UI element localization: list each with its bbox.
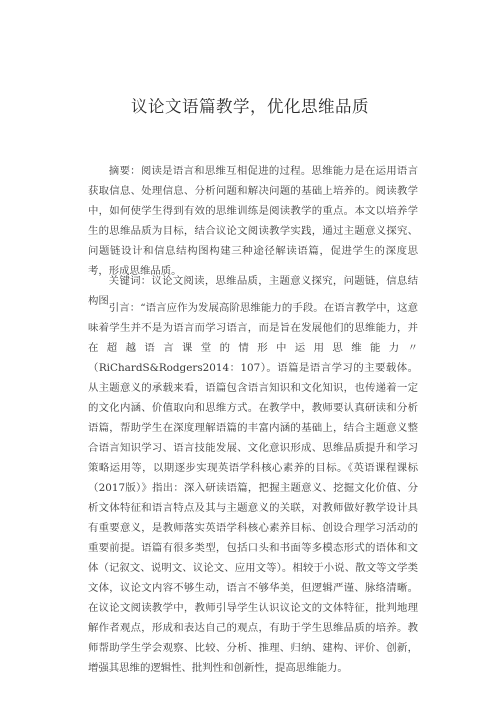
- keywords-paragraph: [88, 271, 418, 307]
- abstract-paragraph: [88, 161, 418, 277]
- keywords-text: 议论文阅读，思维品质，主题意义探究，问题链，信息结构图: [88, 275, 418, 307]
- intro-label: 引言：: [108, 302, 141, 314]
- intro-paragraph: [88, 298, 418, 698]
- intro-text: “语言应作为发展高阶思维能力的手段。在语言教学中，这意味着学生并不是为语言而学习语言，而是旨在发展他们的思维能力，并在超越语言课堂的情形中运用思维能力〃（RiChardS&Rodgers2014：107）。语篇是语言学习的主要载体。从主题意义的承载来看，语篇包含语言知识和文化知识，也传递着一定的文化内涵、价值取向和思维方式。在教学中，教师要认真研读和分析语篇，帮助学生在深度理解语篇的丰富内涵的基础上，结合主题意义整合语言知识学习、语言技能发展、文化意识形成、思维品质提升和学习策略运用等，以期逐步实现英语学科核心素养的目标。《英语课程课标（2017版）》指出：深入研读语篇，把握主题意义、挖掘文化价值、分析文体特征和语言特点及其与主题意义的关联，对教师做好教学设计具有重要意义，是教师落实英语学科核心素养目标、创设合理学习活动的重要前提。语篇有很多类型，包括口头和书面等多模态形式的语体和文体（记叙文、说明文、议论文、应用文等）。相较于小说、散文等文学类文体，议论文内容不够生动，语言不够华美，但逻辑严谨、脉络清晰。在议论文阅读教学中，教师引导学生认识议论文的文体特征，批判地理解作者观点，形成和表达自己的观点，有助于学生思维品质的培养。教师帮助学生学会观察、比较、分析、推理、归纳、建构、评价、创新，增强其思维的逻辑性、批判性和创新性，提高思维能力。: [88, 302, 418, 674]
- abstract-text: 阅读是语言和思维互相促进的过程。思维能力是在运用语言获取信息、处理信息、分析问题和解决问题的基础上培养的。阅读教学中，如何使学生得到有效的思维训练是阅读教学的重点。本文以培养学生的思维品质为目标，结合议论文阅读教学实践，通过主题意义探究、问题链设计和信息结构图构建三种途径解读语篇，促进学生的深度思考，形成思维品质。: [88, 165, 418, 277]
- abstract-label: 摘要：: [108, 165, 141, 177]
- document-title: 议论文语篇教学，优化思维品质: [131, 97, 369, 116]
- keywords-label: 关键词：: [108, 275, 152, 287]
